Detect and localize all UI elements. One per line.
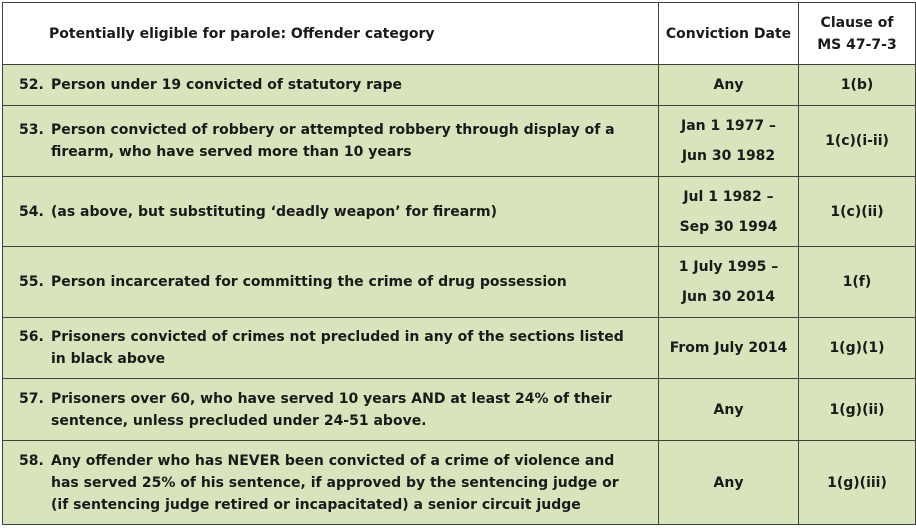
conviction-date-cell — [659, 247, 799, 318]
date-line1: Any — [713, 401, 744, 418]
clause-cell: 1(c)(i-ii) — [799, 106, 916, 177]
header-clause — [799, 3, 916, 65]
category-text: Prisoners convicted of crimes not precluded in any of the sections listed in black above — [51, 329, 624, 367]
conviction-date-cell — [659, 379, 799, 441]
row-number: 52. — [19, 77, 44, 93]
parole-eligibility-table — [2, 2, 916, 525]
conviction-date-cell — [659, 106, 799, 177]
clause-cell: 1(g)(1) — [799, 318, 916, 379]
table-row — [3, 177, 916, 247]
category-cell — [3, 65, 659, 106]
table-row — [3, 379, 916, 441]
conviction-date-cell — [659, 177, 799, 247]
row-number: 54. — [19, 203, 44, 220]
date-line2: Jun 30 2014 — [681, 289, 776, 305]
clause-cell: 1(g)(ii) — [799, 379, 916, 441]
row-number: 55. — [19, 274, 44, 290]
date-line2: Jun 30 1982 — [681, 148, 776, 164]
category-cell — [3, 441, 659, 525]
clause-cell: 1(f) — [799, 247, 916, 318]
category-cell — [3, 247, 659, 318]
category-text: Any offender who has NEVER been convicted of a crime of violence and has served 25% of his sentence, if approved by the sentencing judge or (if sentencing judge retired or incapacitated) a senior circuit judge — [51, 452, 619, 513]
category-cell — [3, 177, 659, 247]
table-row — [3, 106, 916, 177]
category-text: Person incarcerated for committing the crime of drug possession — [51, 274, 567, 290]
date-line1: Jul 1 1982 – — [683, 188, 774, 205]
clause-cell: 1(c)(ii) — [799, 177, 916, 247]
table-row — [3, 318, 916, 379]
category-cell — [3, 106, 659, 177]
table-row — [3, 441, 916, 525]
date-line2: Sep 30 1994 — [679, 218, 778, 235]
conviction-date-cell — [659, 441, 799, 525]
category-text: Person convicted of robbery or attempted robbery through display of a firearm, who have served more than 10 years — [51, 122, 615, 160]
table-row — [3, 65, 916, 106]
row-number: 57. — [19, 390, 44, 407]
date-line1: 1 July 1995 – — [678, 259, 779, 275]
conviction-date-cell — [659, 318, 799, 379]
row-number: 53. — [19, 122, 44, 138]
header-category: Potentially eligible for parole: Offender category — [3, 3, 659, 65]
header-conviction-date: Conviction Date — [659, 3, 799, 65]
date-line1: From July 2014 — [669, 340, 788, 356]
table-row — [3, 247, 916, 318]
category-cell — [3, 379, 659, 441]
date-line1: Any — [713, 474, 744, 491]
row-number: 56. — [19, 329, 44, 345]
table-header-row — [3, 3, 916, 65]
header-clause-line1: Clause of — [820, 14, 894, 31]
conviction-date-cell — [659, 65, 799, 106]
row-number: 58. — [19, 452, 44, 469]
category-cell — [3, 318, 659, 379]
date-line1: Any — [713, 77, 744, 93]
category-text: (as above, but substituting ‘deadly weapon’ for firearm) — [51, 203, 498, 220]
clause-cell: 1(b) — [799, 65, 916, 106]
category-text: Person under 19 convicted of statutory rape — [51, 77, 403, 93]
date-line1: Jan 1 1977 – — [681, 118, 776, 134]
category-text: Prisoners over 60, who have served 10 years AND at least 24% of their sentence, unless precluded under 24-51 above. — [51, 390, 612, 429]
clause-cell: 1(g)(iii) — [799, 441, 916, 525]
header-clause-line2: MS 47-7-3 — [817, 36, 897, 53]
